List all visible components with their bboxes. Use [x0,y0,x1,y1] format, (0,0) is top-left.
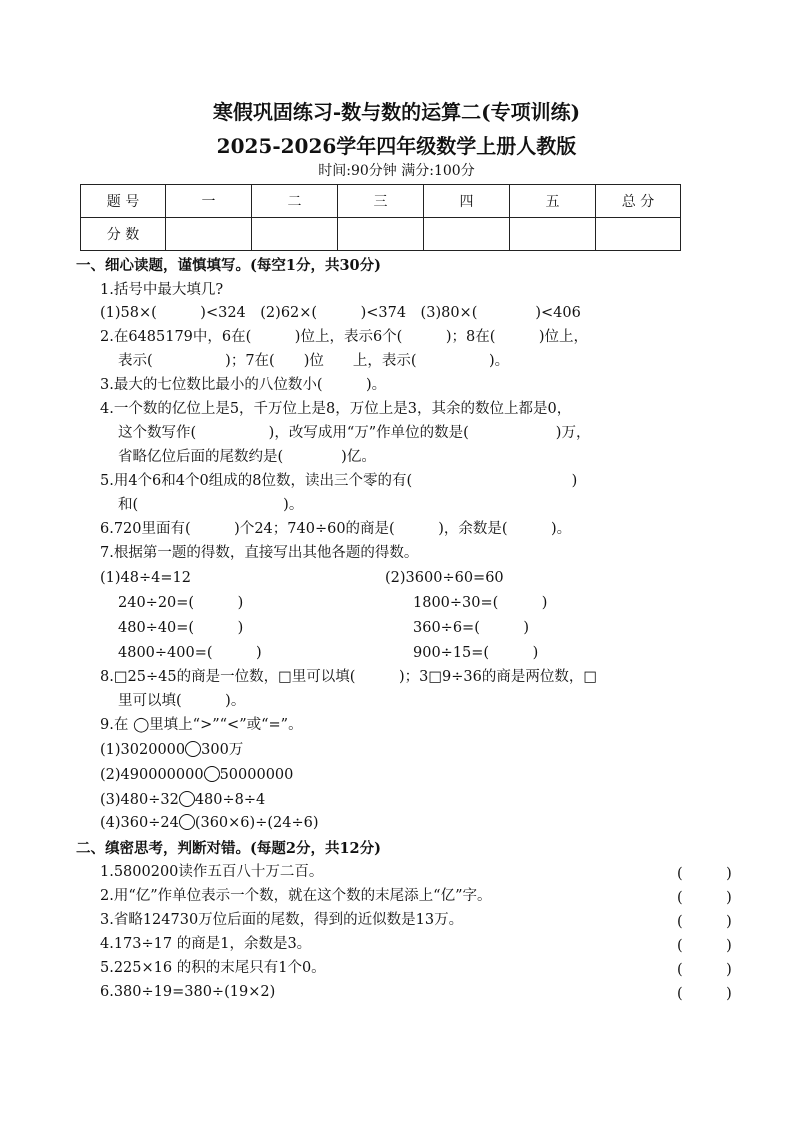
page-subtitle: 2025-2026学年四年级数学上册人教版 [216,134,577,158]
question-line: 6.720里面有( )个24；740÷60的商是( )，余数是( )。 [100,521,572,537]
compare-left: (1)3020000 [100,742,186,758]
compare-left: (3)480÷32 [100,792,179,808]
judge-item: 3.省略124730万位后面的尾数，得到的近似数是13万。 [100,912,464,928]
q7-left-item: 4800÷400=( ) [118,645,262,661]
score-cell-total: 总 分 [596,185,681,218]
question-line: 2.在6485179中，6在( )位上，表示6个( )；8在( )位上， [100,329,589,345]
score-blank[interactable] [252,218,338,251]
compare-left: (4)360÷24 [100,815,179,831]
compare-left: (2)490000000 [100,767,204,783]
q7-left-item: 240÷20=( ) [118,595,244,611]
q7-left-item: (1)48÷4=12 [100,570,191,586]
score-table-header-row [81,185,681,218]
judge-item: 1.5800200读作五百八十万二百。 [100,864,324,880]
compare-circle-blank[interactable] [185,741,201,757]
question-line: 这个数写作( )，改写成用“万”作单位的数是( )万， [118,425,591,441]
compare-right: 480÷8÷4 [194,792,266,808]
question-line: 1.括号中最大填几? [100,282,224,298]
score-blank[interactable] [338,218,424,251]
answer-paren[interactable]: ( ) [677,962,732,978]
score-cell-1: 一 [166,185,252,218]
judge-item: 2.用“亿”作单位表示一个数，就在这个数的末尾添上“亿”字。 [100,888,492,904]
score-blank[interactable] [596,218,681,251]
question-line: 8.□25÷45的商是一位数，□里可以填( )；3□9÷36的商是两位数，□ [100,669,598,685]
q7-left-item: 480÷40=( ) [118,620,244,636]
section2-heading: 二、缜密思考，判断对错。(每题2分，共12分) [76,840,381,857]
answer-paren[interactable]: ( ) [677,986,732,1002]
answer-paren[interactable]: ( ) [677,866,732,882]
compare-item [100,813,318,833]
judge-item: 5.225×16 的积的末尾只有1个0。 [100,960,326,976]
exam-meta: 时间:90分钟 满分:100分 [318,163,475,179]
question-line: 7.根据第一题的得数，直接写出其他各题的得数。 [100,545,419,561]
question-line: 里可以填( )。 [118,693,246,709]
answer-paren[interactable]: ( ) [677,890,732,906]
question-line: 4.一个数的亿位上是5，千万位上是8，万位上是3，其余的数位上都是0， [100,401,572,417]
judge-item: 4.173÷17 的商是1，余数是3。 [100,936,312,952]
score-blank[interactable] [424,218,510,251]
score-cell-label: 题 号 [81,185,166,218]
answer-paren[interactable]: ( ) [677,938,732,954]
question-line: 表示( )；7在( )位 上，表示( )。 [118,353,510,369]
question-line: 9.在 ◯里填上“>”“<”或“=”。 [100,717,303,733]
compare-right: 50000000 [219,767,294,783]
score-table-value-row [81,218,681,251]
score-cell-5: 五 [510,185,596,218]
compare-right: (360×6)÷(24÷6) [194,815,319,831]
compare-circle-blank[interactable] [179,814,195,830]
question-line: 和( )。 [118,497,304,513]
score-blank[interactable] [166,218,252,251]
q7-right-item: 1800÷30=( ) [413,595,548,611]
compare-item [100,740,243,760]
answer-paren[interactable]: ( ) [677,914,732,930]
compare-circle-blank[interactable] [204,766,220,782]
q7-right-item: 900÷15=( ) [413,645,539,661]
compare-item [100,765,293,785]
page-title: 寒假巩固练习-数与数的运算二(专项训练) [212,100,581,124]
score-cell-4: 四 [424,185,510,218]
score-table [80,184,681,251]
question-line: 5.用4个6和4个0组成的8位数，读出三个零的有( ) [100,473,578,489]
section1-heading: 一、细心读题，谨慎填写。(每空1分，共30分) [76,257,381,274]
question-line: 省略亿位后面的尾数约是( )亿。 [118,449,376,465]
judge-item: 6.380÷19=380÷(19×2) [100,984,276,1000]
compare-right: 300万 [201,742,244,758]
score-cell-2: 二 [252,185,338,218]
score-cell-3: 三 [338,185,424,218]
q7-right-item: (2)3600÷60=60 [385,570,504,586]
score-row-label: 分 数 [81,218,166,251]
compare-circle-blank[interactable] [179,791,195,807]
question-line: (1)58×( )<324 (2)62×( )<374 (3)80×( )<406 [100,305,581,321]
q7-right-item: 360÷6=( ) [413,620,530,636]
score-blank[interactable] [510,218,596,251]
question-line: 3.最大的七位数比最小的八位数小( )。 [100,377,387,393]
compare-item [100,790,265,810]
